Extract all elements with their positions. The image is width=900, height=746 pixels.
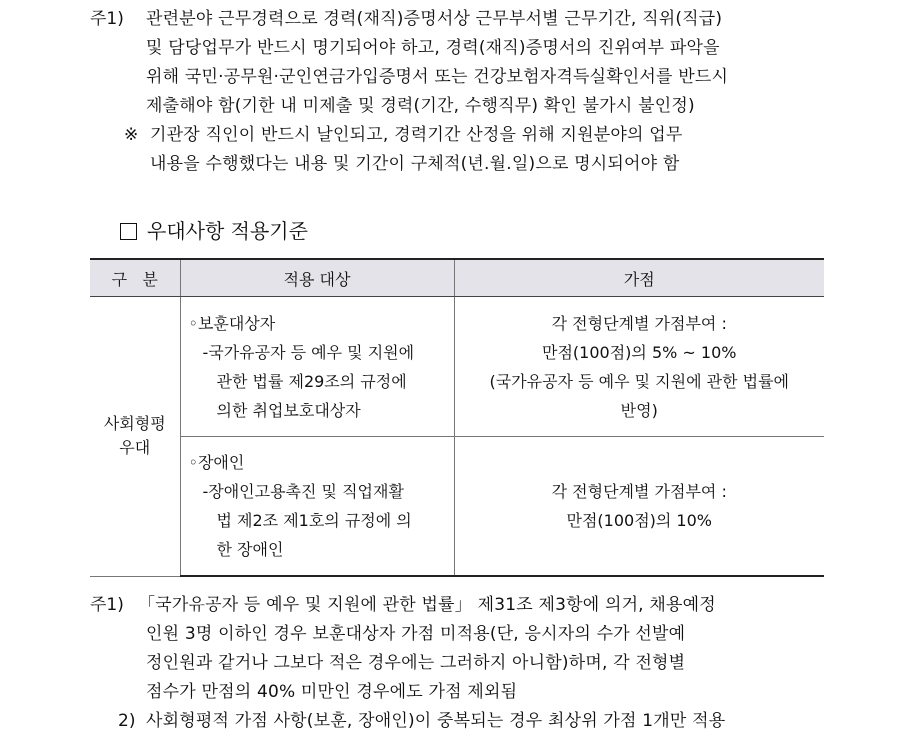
category-cell <box>90 297 180 577</box>
target-line: 관한 법률 제29조의 규정에 <box>216 371 407 391</box>
note-1-line: 위해 국민·공무원·군인연금가입증명서 또는 건강보험자격득실확인서를 반드시 <box>146 67 729 87</box>
target-head: ◦보훈대상자 <box>188 313 276 333</box>
note-1-line: 관련분야 근무경력으로 경력(재직)증명서상 근무부서별 근무기간, 직위(직급) <box>146 9 723 29</box>
points-line: 만점(100점)의 10% <box>566 511 712 530</box>
note-2-line: 점수가 만점의 40% 미만인 경우에도 가점 제외됨 <box>146 682 518 702</box>
points-line: (국가유공자 등 예우 및 지원에 관한 법률에 <box>489 371 789 391</box>
points-line: 각 전형단계별 가점부여 : <box>551 313 727 333</box>
asterisk-line: 내용을 수행했다는 내용 및 기간이 구체적(년.월.일)으로 명시되어야 함 <box>150 154 680 174</box>
table-row <box>90 437 824 577</box>
target-line: 법 제2조 제1호의 규정에 의 <box>216 511 412 530</box>
note-1-line: 제출해야 함(기한 내 미제출 및 경력(기간, 수행직무) 확인 불가시 불인정) <box>146 96 695 116</box>
target-line: 한 장애인 <box>216 540 284 559</box>
note-2-line: 「국가유공자 등 예우 및 지원에 관한 법률」 제31조 제3항에 의거, 채용예정 <box>138 595 716 615</box>
target-cell <box>180 437 454 577</box>
header-target: 적용 대상 <box>180 259 454 297</box>
preference-criteria-table <box>90 258 824 577</box>
points-line: 각 전형단계별 가점부여 : <box>551 482 727 501</box>
target-cell <box>180 297 454 437</box>
table-row <box>90 297 824 437</box>
target-line: 의한 취업보호대상자 <box>216 400 361 420</box>
header-category: 구 분 <box>90 259 180 297</box>
target-line: -장애인고용촉진 및 직업재활 <box>202 482 404 501</box>
asterisk-line: 기관장 직인이 반드시 날인되고, 경력기간 산정을 위해 지원분야의 업무 <box>150 125 683 145</box>
checkbox-square-icon <box>120 223 137 240</box>
header-points: 가점 <box>454 259 824 297</box>
points-line: 반영) <box>620 400 658 420</box>
note-2-line: 인원 3명 이하인 경우 보훈대상자 가점 미적용(단, 응시자의 수가 선발예 <box>146 624 686 644</box>
points-line: 만점(100점)의 5% ~ 10% <box>542 342 737 362</box>
target-line: -국가유공자 등 예우 및 지원에 <box>202 342 415 362</box>
note-2-label-2: 2) <box>118 711 136 731</box>
section-title-text: 우대사항 적용기준 <box>147 219 308 243</box>
asterisk-mark: ※ <box>124 125 139 145</box>
note-1-label: 주1) <box>90 9 124 29</box>
category-line: 우대 <box>119 438 151 458</box>
category-line: 사회형평 <box>103 414 166 434</box>
points-cell <box>454 437 824 577</box>
section-title <box>120 218 308 244</box>
note-1-line: 및 담당업무가 반드시 명기되어야 하고, 경력(재직)증명서의 진위여부 파악을 <box>146 38 720 58</box>
note-2-line: 정인원과 같거나 그보다 적은 경우에는 그러하지 아니함)하며, 각 전형별 <box>146 653 686 673</box>
note-2-label: 주1) <box>90 595 124 615</box>
note-2-line: 사회형평적 가점 사항(보훈, 장애인)이 중복되는 경우 최상위 가점 1개만 적용 <box>146 711 726 731</box>
points-cell <box>454 297 824 437</box>
table-header-row <box>90 259 824 297</box>
target-head: ◦장애인 <box>188 453 245 472</box>
